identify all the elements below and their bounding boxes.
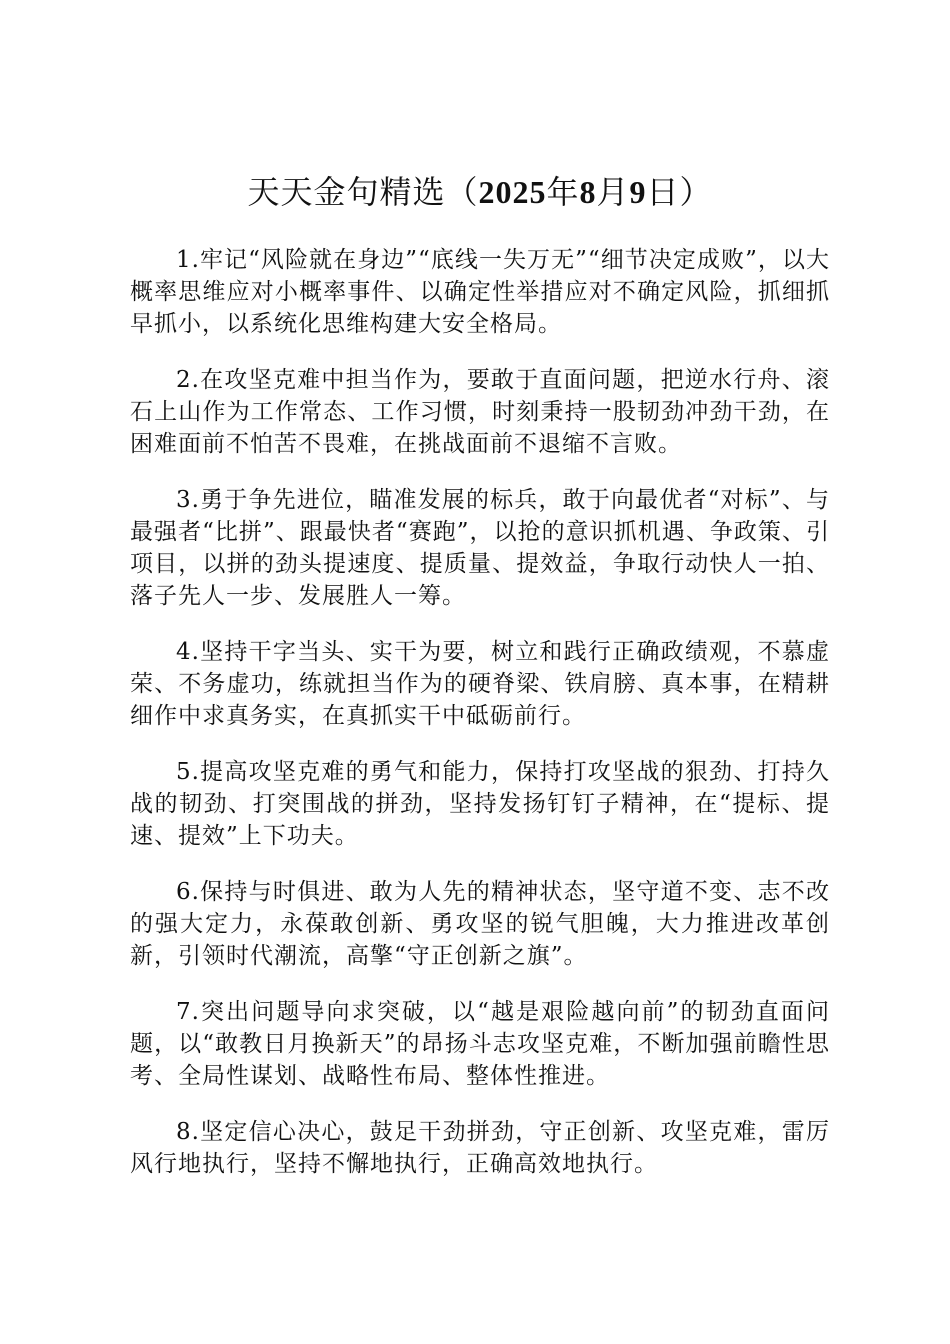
title-year-unit: 年 [546,173,580,211]
quote-item: 2.在攻坚克难中担当作为，要敢于直面问题，把逆水行舟、滚石上山作为工作常态、工作习惯，时刻秉持一股韧劲冲劲干劲，在困难面前不怕苦不畏难，在挑战面前不退缩不言败。 [130,367,830,457]
page-title [130,168,830,216]
quote-item: 4.坚持干字当头、实干为要，树立和践行正确政绩观，不慕虚荣、不务虚功，练就担当作为的硬脊梁、铁肩膀、真本事，在精耕细作中求真务实，在真抓实干中砥砺前行。 [130,639,830,729]
title-day: 9 [629,174,647,210]
title-prefix: 天天金句精选（ [247,173,479,211]
title-day-unit: 日） [646,173,713,211]
quote-list [130,244,830,1180]
quote-item: 3.勇于争先进位，瞄准发展的标兵，敢于向最优者“对标”、与最强者“比拼”、跟最快者“赛跑”，以抢的意识抓机遇、争政策、引项目，以拼的劲头提速度、提质量、提效益，争取行动快人一拍、落子先人一步、发展胜人一筹。 [130,487,830,609]
quote-item: 1.牢记“风险就在身边”“底线一失万无”“细节决定成败”，以大概率思维应对小概率事件、以确定性举措应对不确定风险，抓细抓早抓小，以系统化思维构建大安全格局。 [130,247,830,337]
title-month-unit: 月 [596,173,630,211]
quote-item: 5.提高攻坚克难的勇气和能力，保持打攻坚战的狠劲、打持久战的韧劲、打突围战的拼劲，坚持发扬钉钉子精神，在“提标、提速、提效”上下功夫。 [130,759,830,849]
title-month: 8 [579,174,597,210]
quote-item: 7.突出问题导向求突破，以“越是艰险越向前”的韧劲直面问题，以“敢教日月换新天”的昂扬斗志攻坚克难，不断加强前瞻性思考、全局性谋划、战略性布局、整体性推进。 [130,999,830,1089]
quote-item: 8.坚定信心决心，鼓足干劲拼劲，守正创新、攻坚克难，雷厉风行地执行，坚持不懈地执行，正确高效地执行。 [130,1119,830,1177]
quote-item: 6.保持与时俱进、敢为人先的精神状态，坚守道不变、志不改的强大定力，永葆敢创新、勇攻坚的锐气胆魄，大力推进改革创新，引领时代潮流，高擎“守正创新之旗”。 [130,879,830,969]
title-year: 2025 [478,174,547,210]
